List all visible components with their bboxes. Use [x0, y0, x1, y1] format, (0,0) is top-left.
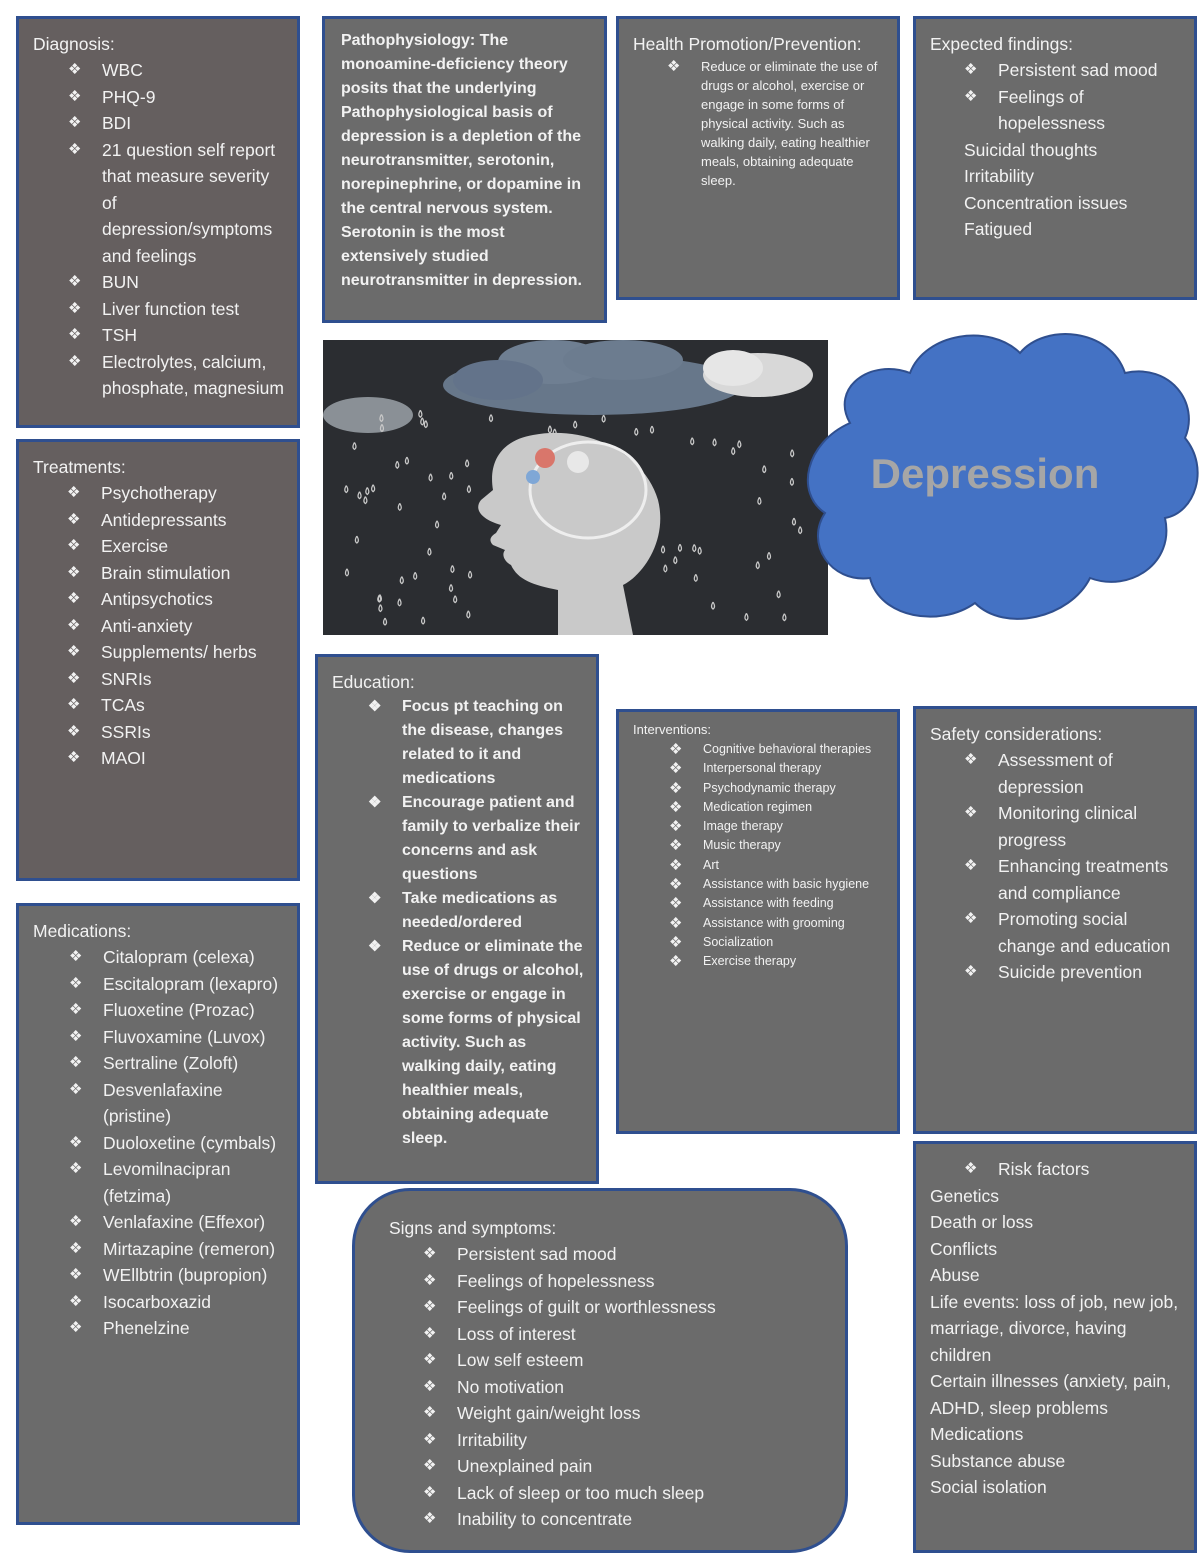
list-item-text: Socialization	[703, 934, 774, 949]
list-item	[964, 1156, 1182, 1183]
bullet-icon: ❖	[368, 794, 382, 811]
bullet-icon: ❖	[669, 876, 683, 894]
list-item-text: Venlafaxine (Effexor)	[103, 1212, 266, 1232]
list-item-text: 21 question self report that measure severity of depression/symptoms and feelings	[102, 139, 276, 266]
risk-heading: Risk factors	[998, 1159, 1090, 1179]
expected-findings-list	[928, 57, 1182, 137]
list-item	[69, 1130, 285, 1157]
list-item	[423, 1453, 825, 1480]
bullet-icon: ❖	[667, 58, 681, 75]
list-item	[964, 959, 1182, 986]
list-item	[69, 1156, 285, 1209]
interventions-box	[616, 709, 900, 1134]
list-item-text: Loss of interest	[457, 1323, 576, 1344]
list-item	[423, 1268, 825, 1295]
list-item	[964, 747, 1182, 800]
list-item	[67, 560, 285, 587]
education-list	[330, 695, 584, 1151]
bullet-icon: ❖	[964, 804, 978, 821]
bullet-icon: ❖	[368, 938, 382, 955]
bullet-icon: ❖	[69, 1292, 83, 1310]
list-item-text: Irritability	[457, 1429, 528, 1450]
plain-item: Fatigued	[964, 219, 1033, 239]
gear-icon	[535, 448, 555, 468]
list-item	[669, 933, 885, 952]
list-item-text: TCAs	[101, 695, 145, 715]
list-item	[669, 894, 885, 913]
signs-list	[387, 1241, 825, 1533]
plain-item: Conflicts	[930, 1238, 998, 1259]
diagnosis-box	[16, 16, 300, 428]
bullet-icon: ❖	[68, 299, 82, 317]
list-item-text: Exercise therapy	[703, 954, 797, 969]
interventions-list	[631, 740, 885, 972]
title-cloud	[790, 318, 1200, 640]
list-item	[368, 791, 584, 887]
list-item-text: TSH	[102, 325, 137, 345]
plain-item: Certain illnesses (anxiety, pain, ADHD, sleep problems	[930, 1371, 1171, 1418]
list-item-text: Promoting social change and education	[998, 909, 1171, 956]
list-item-text: WEllbtrin (bupropion)	[103, 1265, 268, 1285]
pathophysiology-box	[322, 16, 607, 323]
list-item-text: Encourage patient and family to verbalize their concerns and ask questions	[402, 794, 580, 883]
medications-heading: Medications:	[33, 921, 132, 941]
list-item	[68, 349, 285, 402]
list-item-text: SSRIs	[101, 721, 151, 742]
diagnosis-list	[31, 57, 285, 402]
list-item	[69, 944, 285, 971]
bullet-icon: ❖	[68, 140, 82, 158]
safety-heading: Safety considerations:	[930, 724, 1103, 744]
list-item	[964, 84, 1182, 137]
list-item	[68, 296, 285, 323]
list-item	[423, 1427, 825, 1454]
list-item	[964, 906, 1182, 959]
list-item-text: Lack of sleep or too much sleep	[457, 1482, 705, 1503]
list-item	[68, 269, 285, 296]
medications-list	[31, 944, 285, 1342]
plain-item: Medications	[930, 1424, 1024, 1444]
list-item	[423, 1374, 825, 1401]
list-item-text: Cognitive behavioral therapies	[703, 742, 872, 756]
list-item-text: Unexplained pain	[457, 1456, 593, 1476]
list-item	[423, 1241, 825, 1268]
list-item-text: Reduce or eliminate the use of drugs or alcohol, exercise or engage in some forms of physical activity. Such as walking daily, eating healthier meals, obtaining adequate sleep.	[402, 938, 584, 1147]
bullet-icon: ❖	[69, 1133, 83, 1151]
list-item	[69, 1289, 285, 1316]
bullet-icon: ❖	[68, 87, 82, 105]
list-item-text: Assistance with grooming	[703, 915, 845, 930]
bullet-icon: ❖	[964, 1160, 978, 1177]
list-item	[669, 817, 885, 836]
list-item-text: Brain stimulation	[101, 562, 231, 583]
bullet-icon: ❖	[964, 910, 978, 927]
bullet-icon: ❖	[669, 895, 683, 913]
list-item	[67, 639, 285, 666]
bullet-icon: ❖	[669, 933, 683, 951]
list-item	[68, 57, 285, 84]
list-item	[669, 952, 885, 971]
expected-findings-box	[913, 16, 1197, 300]
risk-list	[928, 1156, 1182, 1183]
list-item	[69, 1262, 285, 1289]
list-item	[69, 997, 285, 1024]
list-item	[423, 1321, 825, 1348]
bullet-icon: ❖	[69, 1213, 83, 1230]
plain-item: Suicidal thoughts	[964, 139, 1098, 160]
list-item	[368, 695, 584, 791]
list-item	[669, 740, 885, 759]
list-item	[68, 322, 285, 349]
list-item-text: Mirtazapine (remeron)	[103, 1238, 276, 1259]
bullet-icon: ❖	[67, 749, 81, 766]
bullet-icon: ❖	[67, 590, 81, 607]
list-item	[423, 1294, 825, 1321]
list-item	[67, 692, 285, 719]
bullet-icon: ❖	[69, 1080, 83, 1098]
list-item-text: Art	[703, 857, 719, 872]
health-promotion-box	[616, 16, 900, 300]
list-item	[68, 137, 285, 270]
signs-heading: Signs and symptoms:	[389, 1218, 557, 1238]
list-item	[69, 1077, 285, 1130]
bullet-icon: ❖	[423, 1324, 437, 1342]
bullet-icon: ❖	[69, 1160, 83, 1177]
bullet-icon: ❖	[67, 563, 81, 581]
list-item-text: Assistance with basic hygiene	[703, 877, 870, 892]
bullet-icon: ❖	[964, 87, 978, 105]
list-item	[423, 1480, 825, 1507]
bullet-icon: ❖	[69, 1239, 83, 1257]
list-item	[69, 1209, 285, 1236]
list-item-text: Feelings of hopelessness	[998, 86, 1106, 133]
bullet-icon: ❖	[669, 818, 683, 836]
list-item	[964, 800, 1182, 853]
education-box	[315, 654, 599, 1184]
list-item-text: Levomilnacipran (fetzima)	[103, 1159, 231, 1206]
risk-box	[913, 1141, 1197, 1553]
list-item-text: Psychotherapy	[101, 483, 217, 503]
bullet-icon: ❖	[67, 643, 81, 660]
plain-item: Life events: loss of job, new job, marriage, divorce, having children	[930, 1291, 1179, 1365]
list-item-text: Duoloxetine (cymbals)	[103, 1132, 277, 1153]
list-item	[67, 613, 285, 640]
page-title: Depression	[870, 450, 1100, 497]
bullet-icon: ❖	[669, 856, 683, 874]
bullet-icon: ❖	[423, 1510, 437, 1527]
list-item	[67, 745, 285, 772]
medications-box	[16, 903, 300, 1525]
list-item-text: Feelings of guilt or worthlessness	[457, 1297, 716, 1317]
list-item-text: Suicide prevention	[998, 962, 1142, 982]
list-item	[423, 1506, 825, 1533]
list-item-text: Reduce or eliminate the use of drugs or alcohol, exercise or engage in some forms of physical activity. Such as walking daily, eating healthier meals, obtaining adequate sleep.	[701, 59, 878, 188]
gear-icon	[567, 451, 589, 473]
bullet-icon: ❖	[68, 61, 82, 78]
list-item	[67, 586, 285, 613]
plain-item: Genetics	[930, 1185, 1000, 1206]
list-item-text: Fluoxetine (Prozac)	[103, 1000, 255, 1020]
bullet-icon: ❖	[69, 948, 83, 965]
bullet-icon: ❖	[69, 1001, 83, 1018]
list-item-text: Citalopram (celexa)	[103, 947, 255, 967]
list-item-text: Exercise	[101, 536, 169, 556]
bullet-icon: ❖	[964, 963, 978, 980]
diagnosis-heading: Diagnosis:	[33, 34, 115, 54]
list-item	[69, 1024, 285, 1051]
list-item-text: MAOI	[101, 748, 146, 768]
education-heading: Education:	[332, 672, 415, 692]
list-item	[964, 57, 1182, 84]
list-item-text: Focus pt teaching on the disease, changes related to it and medications	[402, 698, 563, 787]
list-item-text: BDI	[102, 113, 132, 133]
bullet-icon: ❖	[67, 722, 81, 740]
list-item-text: Persistent sad mood	[457, 1244, 617, 1264]
bullet-icon: ❖	[69, 1054, 83, 1071]
bullet-icon: ❖	[69, 1319, 83, 1336]
list-item	[667, 57, 885, 190]
risk-plain	[928, 1183, 1182, 1501]
bullet-icon: ❖	[69, 974, 83, 992]
list-item-text: Sertraline (Zoloft)	[103, 1053, 239, 1073]
list-item-text: Inability to concentrate	[457, 1509, 633, 1529]
list-item	[69, 971, 285, 998]
list-item-text: Feelings of hopelessness	[457, 1270, 655, 1291]
list-item	[368, 887, 584, 935]
list-item	[669, 836, 885, 855]
list-item-text: Enhancing treatments and compliance	[998, 856, 1169, 903]
bullet-icon: ❖	[67, 510, 81, 528]
bullet-icon: ❖	[423, 1483, 437, 1501]
list-item	[67, 507, 285, 534]
plain-item: Death or loss	[930, 1212, 1034, 1232]
list-item-text: Medication regimen	[703, 799, 813, 814]
list-item	[368, 935, 584, 1151]
list-item	[669, 914, 885, 933]
list-item	[964, 853, 1182, 906]
interventions-heading: Interventions:	[633, 722, 712, 737]
bullet-icon: ❖	[67, 669, 81, 687]
list-item	[69, 1236, 285, 1263]
bullet-icon: ❖	[669, 953, 683, 971]
bullet-icon: ❖	[423, 1457, 437, 1474]
list-item	[669, 798, 885, 817]
bullet-icon: ❖	[368, 698, 382, 715]
bullet-icon: ❖	[68, 273, 82, 290]
list-item	[669, 875, 885, 894]
health-promotion-list	[631, 57, 885, 190]
list-item	[423, 1347, 825, 1374]
bullet-icon: ❖	[669, 837, 683, 855]
list-item-text: Assistance with feeding	[703, 896, 834, 911]
bullet-icon: ❖	[423, 1298, 437, 1315]
list-item-text: PHQ-9	[102, 86, 156, 107]
list-item	[69, 1315, 285, 1342]
bullet-icon: ❖	[964, 61, 978, 78]
bullet-icon: ❖	[67, 696, 81, 713]
list-item-text: Image therapy	[703, 819, 783, 834]
list-item-text: Phenelzine	[103, 1318, 190, 1338]
treatments-box	[16, 439, 300, 881]
list-item-text: Desvenlafaxine (pristine)	[103, 1079, 223, 1126]
bullet-icon: ❖	[423, 1377, 437, 1395]
list-item-text: Antipsychotics	[101, 589, 213, 609]
bullet-icon: ❖	[964, 751, 978, 768]
treatments-list	[31, 480, 285, 772]
list-item-text: Persistent sad mood	[998, 60, 1158, 80]
list-item-text: Interpersonal therapy	[703, 761, 822, 776]
bullet-icon: ❖	[67, 616, 81, 634]
list-item-text: Low self esteem	[457, 1350, 584, 1370]
plain-item: Abuse	[930, 1265, 980, 1285]
list-item	[669, 856, 885, 875]
safety-box	[913, 706, 1197, 1134]
depression-illustration	[323, 340, 828, 635]
plain-item: Substance abuse	[930, 1450, 1066, 1471]
bullet-icon: ❖	[423, 1271, 437, 1289]
list-item-text: Anti-anxiety	[101, 615, 193, 636]
expected-findings-heading: Expected findings:	[930, 34, 1074, 54]
list-item-text: Electrolytes, calcium, phosphate, magnesium	[102, 351, 284, 398]
bullet-icon: ❖	[964, 857, 978, 874]
safety-list	[928, 747, 1182, 986]
expected-findings-plain	[928, 137, 1182, 243]
bullet-icon: ❖	[669, 779, 683, 797]
list-item-text: Monitoring clinical progress	[998, 803, 1138, 850]
list-item-text: Liver function test	[102, 298, 240, 319]
bullet-icon: ❖	[68, 352, 82, 370]
bullet-icon: ❖	[423, 1351, 437, 1368]
list-item	[68, 84, 285, 111]
bullet-icon: ❖	[669, 798, 683, 816]
health-promotion-heading: Health Promotion/Prevention:	[633, 34, 862, 54]
list-item-text: Supplements/ herbs	[101, 642, 257, 662]
bullet-icon: ❖	[69, 1266, 83, 1283]
list-item-text: Weight gain/weight loss	[457, 1403, 641, 1423]
bullet-icon: ❖	[67, 537, 81, 554]
list-item-text: Fluvoxamine (Luvox)	[103, 1026, 266, 1047]
list-item-text: Antidepressants	[101, 509, 227, 530]
list-item-text: SNRIs	[101, 668, 152, 689]
list-item	[669, 779, 885, 798]
list-item-text: Psychodynamic therapy	[703, 780, 836, 795]
bullet-icon: ❖	[669, 760, 683, 778]
plain-item: Social isolation	[930, 1477, 1047, 1497]
bullet-icon: ❖	[68, 326, 82, 343]
list-item	[67, 480, 285, 507]
pathophysiology-text: Pathophysiology: The monoamine-deficiency theory posits that the underlying Pathophysiological basis of depression is a depletion of the neurotransmitter, serotonin, norepinephrine, or dopamine in the central nervous system. Serotonin is the most extensively studied neurotransmitter in depression.	[341, 32, 582, 289]
list-item-text: Escitalopram (lexapro)	[103, 973, 279, 994]
bullet-icon: ❖	[423, 1245, 437, 1262]
bullet-icon: ❖	[67, 484, 81, 501]
list-item-text: No motivation	[457, 1376, 564, 1397]
signs-box	[352, 1188, 848, 1553]
list-item	[68, 110, 285, 137]
bullet-icon: ❖	[69, 1027, 83, 1045]
bullet-icon: ❖	[423, 1430, 437, 1448]
bullet-icon: ❖	[669, 914, 683, 932]
list-item-text: Assessment of depression	[998, 750, 1113, 797]
list-item	[669, 759, 885, 778]
bullet-icon: ❖	[68, 114, 82, 131]
list-item	[67, 719, 285, 746]
bullet-icon: ❖	[423, 1404, 437, 1421]
list-item	[69, 1050, 285, 1077]
plain-item: Concentration issues	[964, 192, 1128, 213]
list-item	[423, 1400, 825, 1427]
bullet-icon: ❖	[669, 741, 683, 758]
plain-item: Irritability	[964, 166, 1035, 186]
list-item	[67, 666, 285, 693]
bullet-icon: ❖	[368, 890, 382, 907]
list-item-text: BUN	[102, 272, 139, 292]
gear-icon	[526, 470, 540, 484]
list-item	[67, 533, 285, 560]
list-item-text: Take medications as needed/ordered	[402, 890, 558, 931]
treatments-heading: Treatments:	[33, 457, 126, 477]
list-item-text: WBC	[102, 60, 143, 80]
list-item-text: Isocarboxazid	[103, 1291, 211, 1312]
list-item-text: Music therapy	[703, 838, 781, 853]
